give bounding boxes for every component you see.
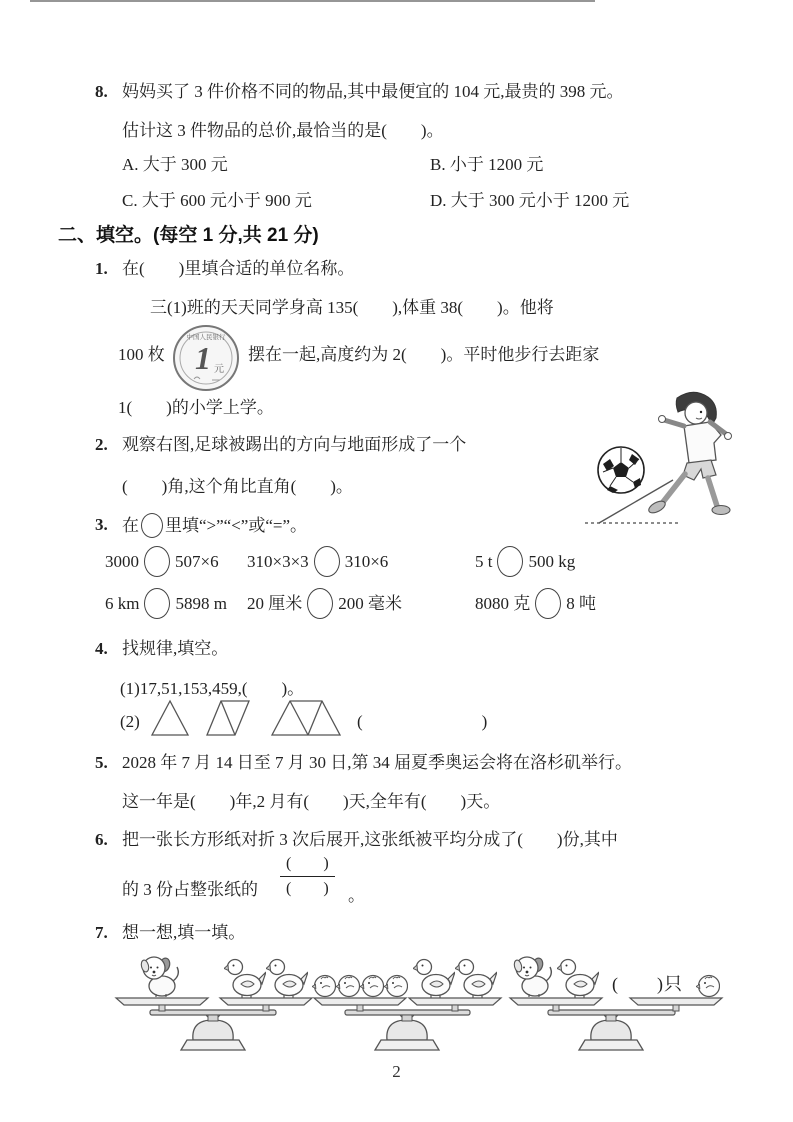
q8-line1: 妈妈买了 3 件价格不同的物品,其中最便宜的 104 元,最贵的 398 元。 xyxy=(122,82,624,101)
chick-figure xyxy=(696,976,720,997)
compare-right: 500 kg xyxy=(528,551,576,571)
compare-circle-icon xyxy=(144,546,170,577)
q3-number: 3. xyxy=(95,515,108,534)
compare-circle-icon xyxy=(141,513,163,538)
balance-scale-3 xyxy=(500,944,745,1056)
fraction-denominator: ( ) xyxy=(286,880,329,897)
q5-number: 5. xyxy=(95,753,108,772)
q2-line1: 观察右图,足球被踢出的方向与地面形成了一个 xyxy=(122,435,467,454)
option-d-text: 大于 300 元小于 1200 元 xyxy=(450,191,630,210)
boy-shoe-right xyxy=(712,506,730,515)
option-d-label: D. xyxy=(430,191,447,210)
q1-line2: 三(1)班的天天同学身高 135( ),体重 38( )。他将 xyxy=(150,298,554,317)
compare-cell xyxy=(247,588,402,622)
compare-left: 3000 xyxy=(105,551,139,571)
pattern-shape-one-triangle xyxy=(150,697,190,737)
q1-line4: 1( )的小学上学。 xyxy=(118,398,274,417)
coin-value: 1 xyxy=(195,340,211,376)
compare-left: 5 t xyxy=(475,551,493,571)
compare-circle-icon xyxy=(497,546,523,577)
compare-circle-icon xyxy=(314,546,340,577)
dog-figure xyxy=(140,957,178,997)
q8-option-c xyxy=(122,189,312,213)
q6-number: 6. xyxy=(95,830,108,849)
q4-sub2-label: (2) xyxy=(120,712,140,731)
soccer-kick-illustration xyxy=(583,386,745,531)
q2-line2: ( )角,这个角比直角( )。 xyxy=(122,477,353,496)
q6-line2-pre: 的 3 份占整张纸的 xyxy=(122,880,258,899)
compare-left: 310×3×3 xyxy=(247,551,309,571)
q1-line3-pre: 100 枚 xyxy=(118,345,165,364)
q1-line3-post: 摆在一起,高度约为 2( )。平时他步行去距家 xyxy=(248,345,600,364)
compare-cell xyxy=(247,546,388,580)
duck-figure xyxy=(455,960,497,999)
compare-left: 6 km xyxy=(105,593,140,613)
compare-circle-icon xyxy=(535,588,561,619)
option-b-label: B. xyxy=(430,155,446,174)
duck-figure xyxy=(413,960,455,999)
q7-number: 7. xyxy=(95,923,108,942)
q6-line1: 把一张长方形纸对折 3 次后展开,这张纸被平均分成了( )份,其中 xyxy=(122,830,618,849)
duck-figure xyxy=(224,960,266,999)
compare-circle-icon xyxy=(307,588,333,619)
q3-title-pre: 在 xyxy=(122,515,139,535)
option-c-text: 大于 600 元小于 900 元 xyxy=(141,191,312,210)
compare-right: 200 毫米 xyxy=(338,593,402,613)
q4-number: 4. xyxy=(95,639,108,658)
boy-face xyxy=(685,402,707,424)
fraction-numerator: ( ) xyxy=(280,854,335,877)
q3-title xyxy=(122,513,307,541)
q4-sub1: (1)17,51,153,459,( )。 xyxy=(120,679,305,698)
compare-right: 310×6 xyxy=(344,551,389,571)
chick-figure xyxy=(360,976,384,997)
q5-line1: 2028 年 7 月 14 日至 7 月 30 日,第 34 届夏季奥运会将在洛杉矶举行。 xyxy=(122,753,632,772)
chick-figure xyxy=(312,976,336,997)
q7-title: 想一想,填一填。 xyxy=(122,923,246,942)
chick-figure xyxy=(384,976,408,997)
scan-artifact-line xyxy=(30,0,595,2)
q3-title-post: 里填“>”“<”或“=”。 xyxy=(165,515,308,535)
coin-rim-text: 中国人民银行 xyxy=(186,334,226,341)
q8-option-b xyxy=(430,153,543,177)
option-c-label: C. xyxy=(122,191,138,210)
q8-option-a xyxy=(122,153,228,177)
q1-number: 1. xyxy=(95,259,108,278)
compare-right: 507×6 xyxy=(175,551,219,571)
compare-cell xyxy=(475,546,575,580)
chick-figure xyxy=(336,976,360,997)
q1-line1: 在( )里填合适的单位名称。 xyxy=(122,259,355,278)
pattern-shape-three-triangles xyxy=(270,697,342,737)
q5-line2: 这一年是( )年,2 月有( )天,全年有( )天。 xyxy=(122,792,501,811)
q6-line2-post: 。 xyxy=(348,886,365,905)
pattern-shape-two-triangles xyxy=(205,697,255,737)
compare-circle-icon xyxy=(144,588,170,619)
q8-option-d xyxy=(430,189,629,213)
page-number: 2 xyxy=(392,1062,401,1081)
option-a-label: A. xyxy=(122,155,139,174)
boy-shorts xyxy=(683,460,716,480)
q4-sub2-blank: ( ) xyxy=(357,712,488,731)
q7-answer-blank-label: ( )只 xyxy=(612,974,683,994)
compare-cell xyxy=(475,588,596,622)
coin-unit: 元 xyxy=(214,364,224,375)
q4-title: 找规律,填空。 xyxy=(122,639,229,658)
q2-number: 2. xyxy=(95,435,108,454)
one-yuan-coin xyxy=(172,324,240,392)
compare-right: 8 吨 xyxy=(566,593,596,613)
duck-figure xyxy=(266,960,308,999)
dog-figure xyxy=(513,957,551,997)
compare-cell xyxy=(105,546,219,580)
balance-scale-1 xyxy=(108,944,338,1056)
option-a-text: 大于 300 元 xyxy=(142,155,228,174)
compare-cell xyxy=(105,588,227,622)
q6-fraction-blank xyxy=(280,854,335,899)
boy-shoe-left xyxy=(647,499,667,515)
duck-figure xyxy=(557,960,599,999)
section-title: 二、填空。(每空 1 分,共 21 分) xyxy=(58,225,319,246)
compare-left: 8080 克 xyxy=(475,593,531,613)
q8-number: 8. xyxy=(95,82,108,101)
compare-right: 5898 m xyxy=(175,593,227,613)
balance-scale-2 xyxy=(310,944,510,1056)
compare-left: 20 厘米 xyxy=(247,593,303,613)
q8-line2: 估计这 3 件物品的总价,最恰当的是( )。 xyxy=(122,121,444,140)
option-b-text: 小于 1200 元 xyxy=(449,155,544,174)
